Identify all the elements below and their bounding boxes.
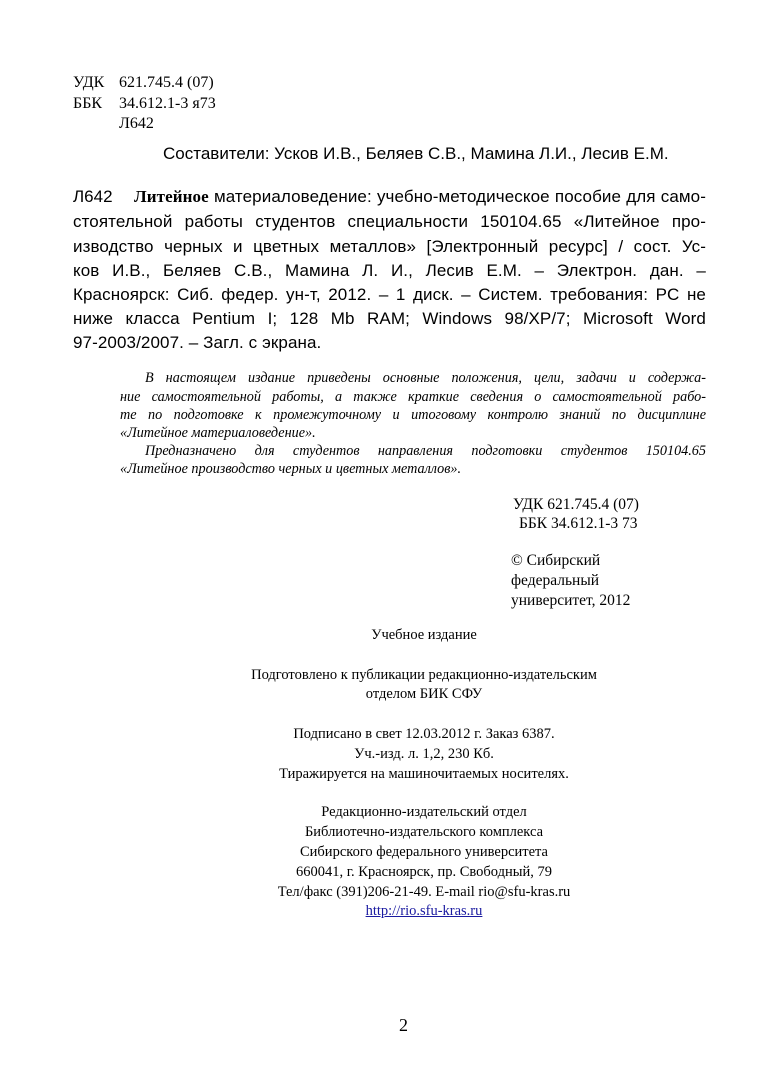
biblio-code: Л642 — [73, 187, 113, 206]
author-sign: Л642 — [119, 115, 154, 132]
copyright-line-3: университет, 2012 — [511, 592, 631, 609]
annotation-line-6: «Литейное производство черных и цветных металлов». — [120, 461, 462, 477]
annotation-line-1: В настоящем издание приведены основные положения, цели, задачи и содержа- — [145, 370, 706, 386]
copyright-line-1: © Сибирский — [511, 552, 601, 569]
biblio-line-5: Красноярск: Сиб. федер. ун-т, 2012. – 1 диск. – Систем. требования: PC не — [73, 285, 706, 304]
prepared-line-1: Подготовлено к публикации редакционно-издательским — [251, 667, 597, 683]
publisher-contacts: Тел/факс (391)206-21-49. E-mail rio@sfu-kras.ru — [277, 884, 571, 900]
annotation-line-3: те по подготовке к промежуточному и итоговому контролю знаний по дисциплине — [120, 407, 706, 423]
biblio-line-1-rest: материаловедение: учебно-методическое пособие для само- — [208, 187, 706, 206]
publisher-url-row — [42, 903, 764, 920]
biblio-line-4: ков И.В., Беляев С.В., Мамина Л. И., Лесив Е.М. – Электрон. дан. – — [73, 261, 706, 280]
edition-type: Учебное издание — [371, 627, 477, 643]
bbk-value: 34.612.1-3 я73 — [119, 95, 216, 112]
publisher-line-1: Редакционно-издательский отдел — [321, 804, 527, 820]
bbk-label: ББК — [73, 95, 103, 112]
biblio-line-1 — [134, 187, 706, 207]
right-bbk: ББК 34.612.1-3 73 — [519, 515, 638, 532]
compilers-line: Составители: Усков И.В., Беляев С.В., Мамина Л.И., Лесив Е.М. — [163, 144, 669, 163]
annotation-line-4: «Литейное материаловедение». — [120, 425, 316, 441]
annotation-line-2: ние самостоятельной работы, а также краткие сведения о самостоятельной рабо- — [120, 389, 706, 405]
copyright-line-2: федеральный — [511, 572, 600, 589]
publisher-url-link[interactable]: http://rio.sfu-kras.ru — [365, 903, 483, 919]
biblio-title-bold: Литейное — [134, 187, 209, 206]
volume-line: Уч.-изд. л. 1,2, 230 Кб. — [354, 746, 494, 762]
biblio-line-3: изводство черных и цветных металлов» [Электронный ресурс] / сост. Ус- — [73, 237, 706, 256]
udk-label: УДК — [73, 74, 105, 91]
annotation-line-5: Предназначено для студентов направления подготовки студентов 150104.65 — [145, 443, 706, 459]
biblio-line-6: ниже класса Pentium I; 128 Mb RAM; Windows 98/XP/7; Microsoft Word — [73, 309, 706, 328]
signed-line: Подписано в свет 12.03.2012 г. Заказ 6387. — [293, 726, 555, 742]
biblio-line-7: 97-2003/2007. – Загл. с экрана. — [73, 333, 322, 352]
page-number: 2 — [399, 1015, 408, 1035]
replicated-line: Тиражируется на машиночитаемых носителях. — [279, 766, 569, 782]
publisher-line-2: Библиотечно-издательского комплекса — [304, 824, 544, 840]
prepared-line-2: отделом БИК СФУ — [365, 686, 483, 702]
publisher-address: 660041, г. Красноярск, пр. Свободный, 79 — [295, 864, 552, 880]
publisher-line-3: Сибирского федерального университета — [300, 844, 548, 860]
udk-value: 621.745.4 (07) — [119, 74, 214, 91]
right-udk: УДК 621.745.4 (07) — [513, 496, 639, 513]
biblio-line-2: стоятельной работы студентов специальности 150104.65 «Литейное про- — [73, 212, 706, 231]
